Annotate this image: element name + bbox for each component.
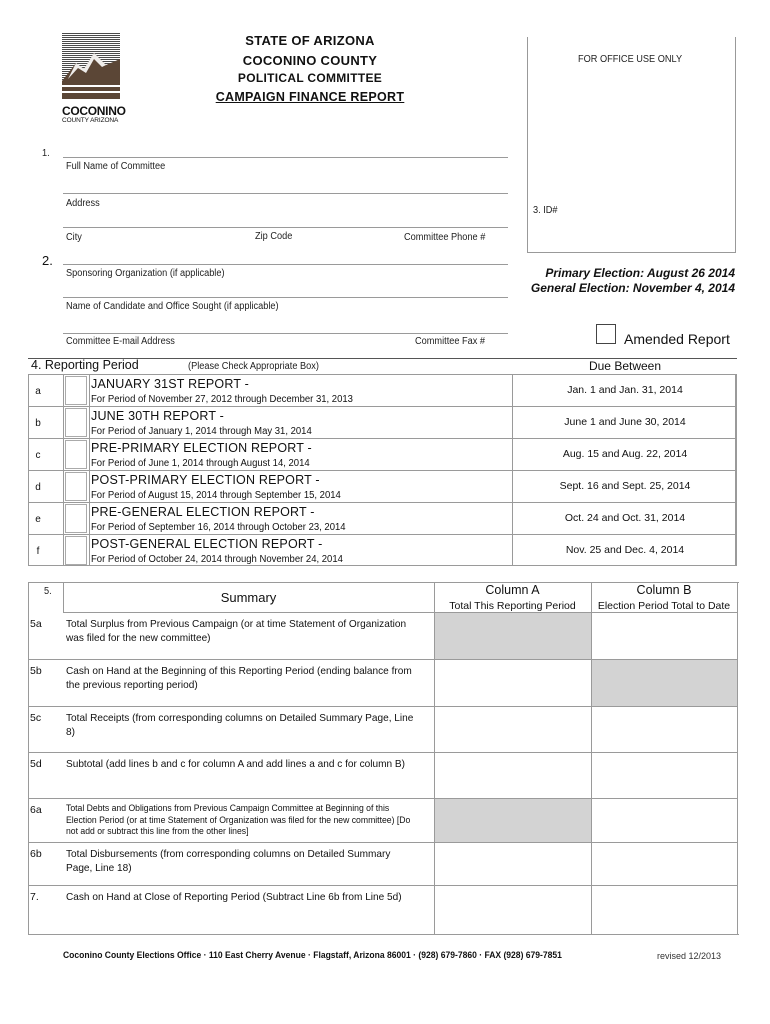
column-b-subtitle: Election Period Total to Date [597,600,731,612]
summary-row-number: 5b [30,665,42,677]
due-heading: Due Between [588,359,662,373]
section1-number: 1. [42,148,50,159]
column-a-amount[interactable] [435,707,591,752]
column-a-amount [435,799,591,842]
summary-number: 5. [44,586,52,597]
reporting-row-letter: e [35,514,41,525]
id-field[interactable] [578,197,728,217]
candidate-input[interactable] [63,281,508,297]
reporting-row-letter: a [35,386,41,397]
column-a-amount[interactable] [435,753,591,798]
reporting-row-due: Nov. 25 and Dec. 4, 2014 [565,544,685,556]
reporting-row-due: Aug. 15 and Aug. 22, 2014 [562,448,688,460]
phone-label: Committee Phone # [404,232,486,243]
general-election: General Election: November 4, 2014 [530,281,735,295]
reporting-period-checkbox[interactable] [65,440,87,469]
reporting-row-period: For Period of August 15, 2014 through September 15, 2014 [91,490,341,501]
column-b-amount[interactable] [592,613,737,659]
sponsor-input[interactable] [63,248,508,264]
primary-election: Primary Election: August 26 2014 [545,266,735,280]
office-use-box [527,37,736,253]
reporting-row-due: June 1 and June 30, 2014 [564,416,686,428]
email-input[interactable] [63,316,508,332]
title-state: STATE OF ARIZONA [245,33,375,48]
reporting-row-title: JANUARY 31ST REPORT - [91,377,249,391]
column-b-amount [592,660,737,706]
mountain-logo-icon [62,33,120,99]
column-a-amount[interactable] [435,886,591,935]
id-label: 3. ID# [533,205,558,216]
column-b-amount[interactable] [592,886,737,935]
summary-heading: Summary [220,590,277,605]
summary-row-label: Total Receipts (from corresponding columns on Detailed Summary Page, Line 8) [66,712,414,738]
reporting-row-title: PRE-GENERAL ELECTION REPORT - [91,505,315,519]
column-b-amount[interactable] [592,843,737,885]
reporting-period-checkbox[interactable] [65,504,87,533]
full-name-label: Full Name of Committee [66,161,166,172]
title-committee: POLITICAL COMMITTEE [237,71,383,85]
summary-row-number: 6a [30,804,42,816]
reporting-row-title: PRE-PRIMARY ELECTION REPORT - [91,441,312,455]
reporting-row-letter: c [35,450,41,461]
committee-name-input[interactable] [63,140,508,157]
reporting-row-period: For Period of October 24, 2014 through November 24, 2014 [91,554,343,565]
summary-row-number: 5c [30,712,42,724]
amended-report-checkbox[interactable] [596,324,616,344]
county-logo [62,33,126,124]
footer-revised: revised 12/2013 [657,951,722,961]
reporting-row-period: For Period of January 1, 2014 through May 31, 2014 [91,426,312,437]
candidate-label: Name of Candidate and Office Sought (if applicable) [66,301,279,312]
summary-row-number: 7. [30,891,39,903]
logo-subtitle: COUNTY ARIZONA [62,117,119,124]
title-county: COCONINO COUNTY [242,53,378,68]
zip-label: Zip Code [255,231,293,242]
city-label: City [66,232,82,243]
amended-report-label: Amended Report [624,331,730,347]
reporting-row-title: POST-PRIMARY ELECTION REPORT - [91,473,320,487]
reporting-row-due: Oct. 24 and Oct. 31, 2014 [564,512,686,524]
office-use-label: FOR OFFICE USE ONLY [578,54,683,65]
reporting-period-checkbox[interactable] [65,536,87,565]
column-a-amount[interactable] [435,843,591,885]
sponsor-label: Sponsoring Organization (if applicable) [66,268,225,279]
section2-number: 2. [42,253,53,268]
reporting-row-period: For Period of June 1, 2014 through August 14, 2014 [91,458,310,469]
summary-row-label: Total Surplus from Previous Campaign (or at time Statement of Organization was filed for the new committee) [66,618,407,644]
summary-row-label: Total Disbursements (from corresponding columns on Detailed Summary Page, Line 18) [66,848,391,874]
reporting-period-checkbox[interactable] [65,376,87,405]
reporting-row-title: JUNE 30TH REPORT - [91,409,225,423]
reporting-row-letter: d [35,482,41,493]
reporting-period-checkbox[interactable] [65,472,87,501]
logo-name: COCONINO [62,104,126,118]
email-label: Committee E-mail Address [66,336,175,347]
footer-address: Coconino County Elections Office · 110 East Cherry Avenue · Flagstaff, Arizona 86001 · (928) 679-7860 · FAX (928) 679-7851 [63,950,562,961]
address-input[interactable] [63,210,508,227]
summary-row-label: Subtotal (add lines b and c for column A and add lines a and c for column B) [66,758,406,770]
column-a-title: Column A [485,583,540,597]
summary-row-number: 5a [30,618,42,630]
column-b-amount[interactable] [592,799,737,842]
reporting-row-due: Jan. 1 and Jan. 31, 2014 [567,384,683,396]
column-a-subtitle: Total This Reporting Period [449,600,576,612]
reporting-row-letter: f [36,546,40,557]
summary-row-label: Cash on Hand at Close of Reporting Period (Subtract Line 6b from Line 5d) [66,891,402,903]
column-b-amount[interactable] [592,753,737,798]
column-b-amount[interactable] [592,707,737,752]
reporting-row-period: For Period of September 16, 2014 through October 23, 2014 [91,522,346,533]
reporting-row-letter: b [35,418,41,429]
column-b-title: Column B [636,583,692,597]
column-a-amount [435,613,591,659]
reporting-heading: 4. Reporting Period [31,358,139,372]
address-label: Address [66,198,100,209]
reporting-row-due: Sept. 16 and Sept. 25, 2014 [559,480,691,492]
summary-row-label: Total Debts and Obligations from Previous Campaign Committee at Beginning of this Election Period (or at time Statement of Organization was filed for the new committee) [Do not add or subtract this line from the other lines] [66,803,411,836]
title-report: CAMPAIGN FINANCE REPORT [215,90,405,104]
summary-row-label: Cash on Hand at the Beginning of this Reporting Period (ending balance from the previous reporting period) [66,665,412,691]
reporting-period-checkbox[interactable] [65,408,87,437]
reporting-row-title: POST-GENERAL ELECTION REPORT - [91,537,323,551]
summary-row-number: 6b [30,848,42,860]
reporting-row-period: For Period of November 27, 2012 through December 31, 2013 [91,394,353,405]
column-a-amount[interactable] [435,660,591,706]
reporting-instruction: (Please Check Appropriate Box) [188,361,319,372]
summary-row-number: 5d [30,758,42,770]
fax-label: Committee Fax # [415,336,486,347]
